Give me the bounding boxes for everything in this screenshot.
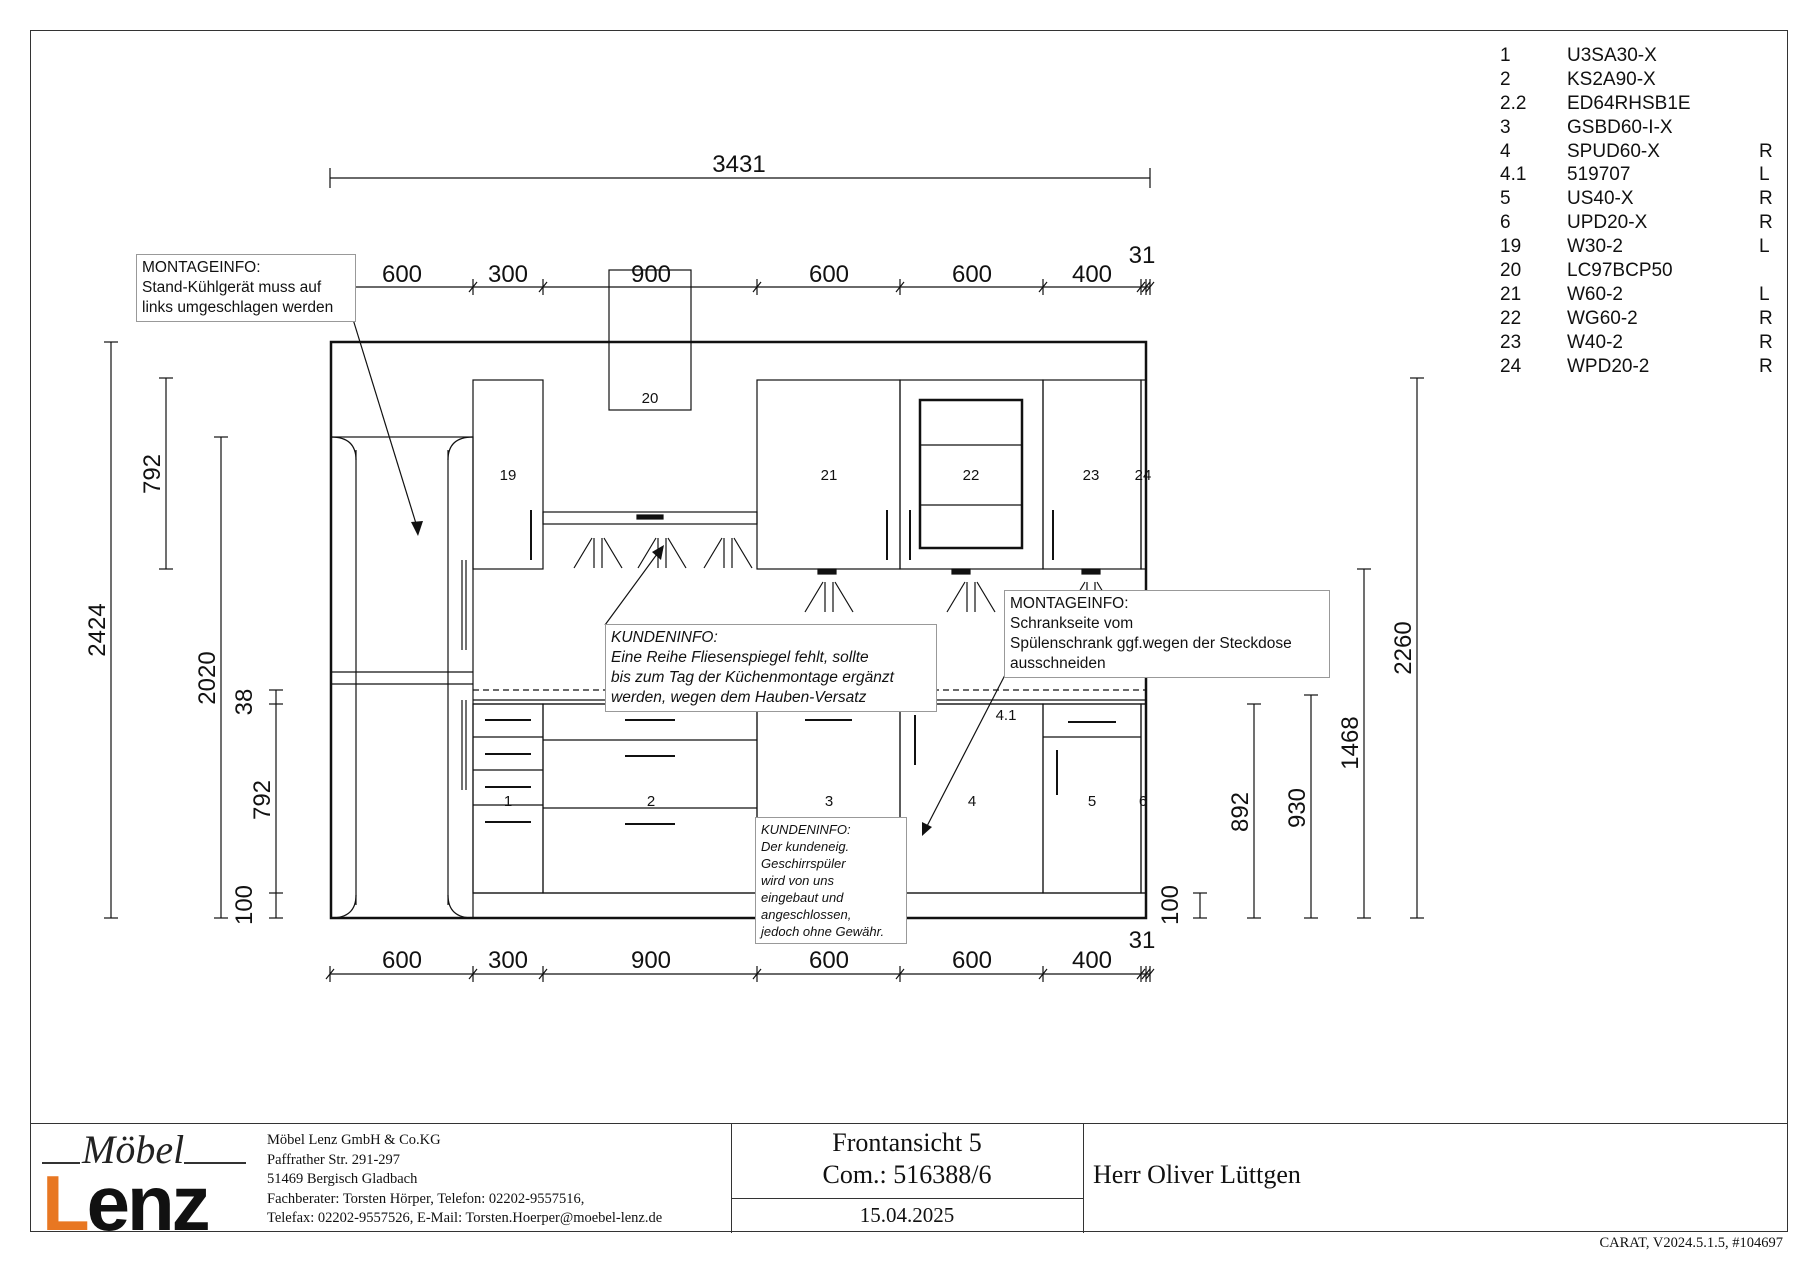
address-line: Telefax: 02202-9557526, E-Mail: Torsten.Hoerper@moebel-lenz.de [267,1210,663,1226]
legend-art: LC97BCP50 [1567,260,1673,282]
legend-row [1500,140,1780,164]
customer-note-tiles [605,624,937,712]
light-beam [734,538,752,568]
worktop-label: 38 [231,688,258,716]
logo-letters-enz: enz [86,1159,208,1247]
legend-art: WG60-2 [1567,307,1638,329]
dim-930-label: 930 [1284,787,1311,829]
legend-art: US40-X [1567,188,1634,210]
legend-no: 4.1 [1500,164,1527,186]
light-beam [604,538,622,568]
total-width-label: 3431 [712,151,766,178]
legend-art: GSBD60-I-X [1567,116,1673,138]
cabinet-number: 3 [824,793,834,810]
legend-row [1500,235,1780,259]
bottom-dim-label: 600 [951,947,993,974]
cabinet-number: 4 [967,793,977,810]
bottom-dim-label: 900 [630,947,672,974]
bottom-dim-label: 300 [487,947,529,974]
legend-row [1500,355,1780,379]
note-line: werden, wegen dem Hauben-Versatz [611,689,867,706]
montage-note-sink [1004,590,1330,678]
address-line: 51469 Bergisch Gladbach [267,1171,418,1187]
note-line: wird von uns [761,873,834,888]
note-line: Geschirrspüler [761,856,846,871]
legend-no: 24 [1500,355,1522,377]
light-beam [977,582,995,612]
top-dim-label: 400 [1071,261,1113,288]
legend-row [1500,92,1780,116]
note-line: ausschneiden [1010,655,1106,672]
note-line: bis zum Tag der Küchenmontage ergänzt [611,669,894,686]
note-line: Eine Reihe Fliesenspiegel fehlt, sollte [611,649,869,666]
fridge-height-label: 2020 [194,651,221,705]
customer-note-dishwasher [755,817,907,944]
legend-row [1500,211,1780,235]
note-line: Der kundeneig. [761,839,850,854]
legend-row [1500,163,1780,187]
dim-1468-label: 1468 [1337,716,1364,770]
cabinet-number: 23 [1082,467,1100,484]
legend-side: R [1759,331,1773,353]
cabinet-number: 1 [503,793,513,810]
legend-row [1500,283,1780,307]
legend-art: SPUD60-X [1567,140,1660,162]
cabinet-number: 22 [962,467,980,484]
cabinet-number: 19 [499,467,517,484]
cabinet-number: 21 [820,467,838,484]
legend-side: L [1759,236,1770,258]
legend-side: L [1759,164,1770,186]
note-line: Schrankseite vom [1010,615,1134,632]
bottom-dim-label: 400 [1071,947,1113,974]
legend-art: UPD20-X [1567,212,1648,234]
commission-number: Com.: 516388/6 [822,1160,992,1189]
light-beam [574,538,592,568]
legend-side: R [1759,140,1773,162]
height-total-label: 2424 [84,603,111,657]
cabinet-number: 2 [646,793,656,810]
top-dim-label: 600 [951,261,993,288]
light-beam [668,538,686,568]
view-title: Frontansicht 5 [832,1128,982,1157]
legend-row [1500,259,1780,283]
article-legend [1500,44,1780,378]
note-line: links umgeschlagen werden [142,299,334,316]
legend-no: 2.2 [1500,92,1527,114]
plinth-right-label: 100 [1157,884,1184,926]
cabinet-number: 6 [1138,793,1148,810]
cabinet-number: 5 [1087,793,1097,810]
top-dim-label: 900 [630,261,672,288]
legend-side: R [1759,212,1773,234]
legend-art: W40-2 [1567,331,1623,353]
legend-art: U3SA30-X [1567,45,1657,66]
bottom-dim-label: 31 [1128,927,1156,954]
note-line: MONTAGEINFO: [1010,595,1129,612]
note-line: KUNDENINFO: [761,822,851,837]
note-line: angeschlossen, [761,907,852,922]
legend-art: ED64RHSB1E [1567,92,1691,114]
base-height-label: 792 [249,779,276,821]
dim-892-label: 892 [1227,791,1254,833]
software-version: CARAT, V2024.5.1.5, #104697 [1599,1235,1783,1251]
cabinet-number: 20 [641,390,659,407]
light-beam [947,582,965,612]
logo-text-moebel: Möbel [82,1127,185,1172]
cabinet-number: 4.1 [995,707,1017,724]
light-beam [805,582,823,612]
light-beam [835,582,853,612]
legend-no: 21 [1500,283,1522,305]
customer-name: Herr Oliver Lüttgen [1093,1160,1301,1189]
montage-note-fridge [136,254,356,322]
legend-side: R [1759,307,1773,329]
light-beam [704,538,722,568]
note-line: Stand-Kühlgerät muss auf [142,279,322,296]
note-line: Spülenschrank ggf.wegen der Steckdose [1010,635,1292,652]
legend-no: 4 [1500,140,1511,162]
legend-no: 3 [1500,116,1511,138]
legend-no: 22 [1500,307,1522,329]
company-address [267,1131,662,1229]
legend-no: 23 [1500,331,1522,353]
legend-side: L [1759,283,1770,305]
note-line: KUNDENINFO: [611,629,718,646]
legend-art: W60-2 [1567,283,1623,305]
legend-no: 5 [1500,188,1511,210]
legend-row [1500,116,1780,140]
address-line: Fachberater: Torsten Hörper, Telefon: 02202-9557516, [267,1190,585,1207]
legend-side: R [1759,355,1773,377]
legend-art: KS2A90-X [1567,68,1656,90]
cabinet-number: 24 [1134,467,1152,484]
logo-text-lenz [42,1158,208,1249]
legend-no: 6 [1500,212,1511,234]
drawing-date: 15.04.2025 [859,1203,955,1227]
legend-no: 19 [1500,236,1522,258]
legend-row [1500,44,1780,68]
top-dim-label: 300 [487,261,529,288]
legend-no: 20 [1500,260,1522,282]
legend-row [1500,331,1780,355]
legend-no: 2 [1500,68,1511,90]
note-line: eingebaut und [761,890,844,905]
address-line: Möbel Lenz GmbH & Co.KG [267,1132,441,1148]
legend-no: 1 [1500,45,1511,66]
legend-row [1500,307,1780,331]
legend-art: 519707 [1567,164,1631,186]
legend-art: WPD20-2 [1567,355,1650,377]
wall-height-label: 792 [139,453,166,495]
legend-row [1500,68,1780,92]
top-dim-label: 600 [381,261,423,288]
top-dim-label: 31 [1128,242,1156,269]
top-dim-label: 600 [808,261,850,288]
legend-art: W30-2 [1567,236,1623,258]
logo-letter-l: L [42,1159,87,1247]
legend-row [1500,187,1780,211]
legend-side: R [1759,188,1773,210]
plinth-label: 100 [231,884,258,926]
bottom-dim-label: 600 [381,947,423,974]
bottom-dim-label: 600 [808,947,850,974]
dim-2260-label: 2260 [1390,621,1417,675]
note-line: MONTAGEINFO: [142,259,261,276]
note-line: jedoch ohne Gewähr. [761,924,885,939]
address-line: Paffrather Str. 291-297 [267,1151,401,1168]
